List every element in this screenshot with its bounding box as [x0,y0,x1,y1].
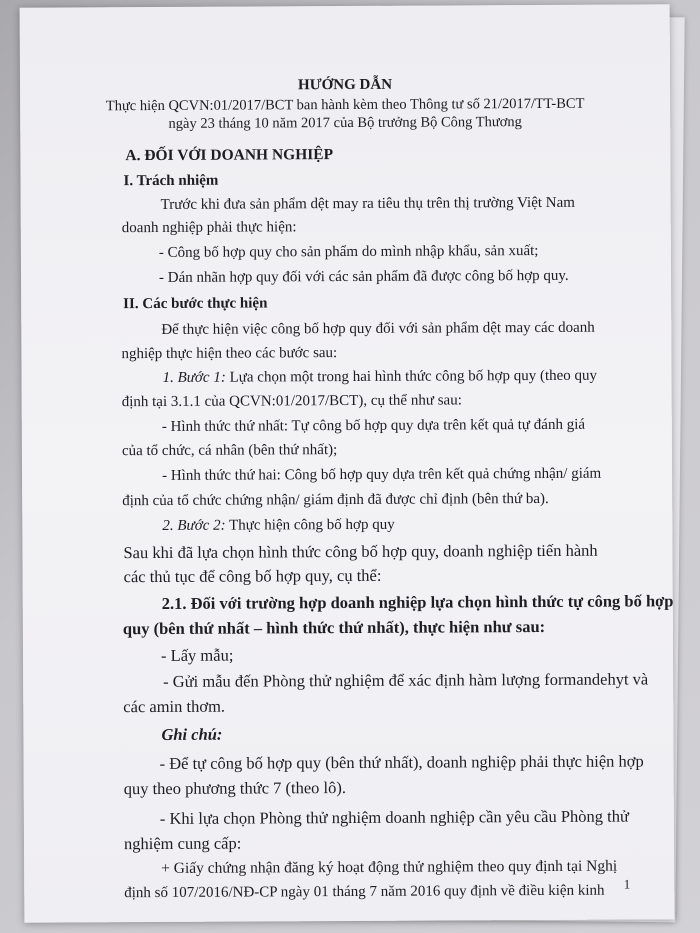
page-number: 1 [623,876,631,892]
note-1-line2: quy theo phương thức 7 (theo lô). [123,778,347,799]
form-1-line2: của tổ chức, cá nhân (bên thứ nhất); [121,442,338,460]
paragraph-1-item2: - Dán nhãn hợp quy đối với các sản phẩm đã được công bố hợp quy. [158,267,569,286]
step-2-text: Thực hiện công bố hợp quy [225,516,395,534]
paragraph-3-line1: Sau khi đã lựa chọn hình thức công bố hợp quy, doanh nghiệp tiến hành [123,540,598,563]
form-2-line2: định của tổ chức chứng nhận/ giám định đã được chỉ định (bên thứ ba). [122,490,549,510]
paragraph-2-line1: Để thực hiện việc công bố hợp quy đối với sản phẩm dệt may các doanh [161,319,595,338]
note-heading: Ghi chú: [161,724,223,744]
step-2-label: 2. Bước 2: [162,517,226,534]
note-3-line1: + Giấy chứng nhận đăng ký hoạt động thử nghiệm theo quy định tại Nghị [161,857,618,877]
step-1-text: Lựa chọn một trong hai hình thức công bố hợp quy (theo quy [225,367,598,386]
section-2-1-item2-line1: - Gửi mẫu đến Phòng thử nghiệm để xác định hàm lượng formandehyt và [163,669,649,691]
step-2-line [162,516,394,535]
section-2-heading: II. Các bước thực hiện [123,295,268,313]
form-1-line1: - Hình thức thứ nhất: Tự công bố hợp quy dựa trên kết quả tự đánh giá [161,416,586,435]
form-2-line1: - Hình thức thứ hai: Công bố hợp quy dựa trên kết quả chứng nhận/ giám [162,465,602,484]
document-subtitle-line2: ngày 23 tháng 10 năm 2017 của Bộ trưởng Bộ Công Thương [168,114,522,132]
section-2-1-line2: quy (bên thứ nhất – hình thức thứ nhất), thực hiện như sau: [122,616,546,639]
step-1-line2: định tại 3.1.1 của QCVN:01/2017/BCT), cụ thể như sau: [121,392,462,411]
section-1-heading: I. Trách nhiệm [123,172,219,190]
note-1-line1: - Để tự công bố hợp quy (bên thứ nhất), doanh nghiệp phải thực hiện hợp [159,751,644,773]
document-subtitle-line1: Thực hiện QCVN:01/2017/BCT ban hành kèm theo Thông tư số 21/2017/TT-BCT [105,95,585,115]
paragraph-1-line1: Trước khi đưa sản phẩm dệt may ra tiêu thụ trên thị trường Việt Nam [160,194,575,213]
document-title: HƯỚNG DẪN [297,76,393,94]
step-1-label: 1. Bước 1: [162,369,226,386]
note-2-line1: - Khi lựa chọn Phòng thử nghiệm doanh nghiệp cần yêu cầu Phòng thử [159,806,629,828]
section-2-1-line1: 2.1. Đối với trường hợp doanh nghiệp lựa chọn hình thức tự công bố hợp [161,591,674,613]
paragraph-3-line2: các thủ tục để công bố hợp quy, cụ thể: [123,565,382,587]
paragraph-2-line2: nghiệp thực hiện theo các bước sau: [121,345,338,363]
section-2-1-item2-line2: các amin thơm. [123,696,226,717]
paragraph-1-item1: - Công bố hợp quy cho sản phẩm do mình nhập khẩu, sản xuất; [158,242,539,261]
section-a-heading: A. ĐỐI VỚI DOANH NGHIỆP [125,146,334,165]
note-3-line2: định số 107/2016/NĐ-CP ngày 01 tháng 7 năm 2016 quy định về điều kiện kinh [124,882,605,902]
document-page [20,4,675,922]
section-2-1-item1: - Lấy mẫu; [160,645,234,665]
note-2-line2: nghiệm cung cấp: [123,833,242,854]
paragraph-1-line2: doanh nghiệp phải thực hiện: [121,219,297,237]
step-1-line1 [163,367,598,387]
